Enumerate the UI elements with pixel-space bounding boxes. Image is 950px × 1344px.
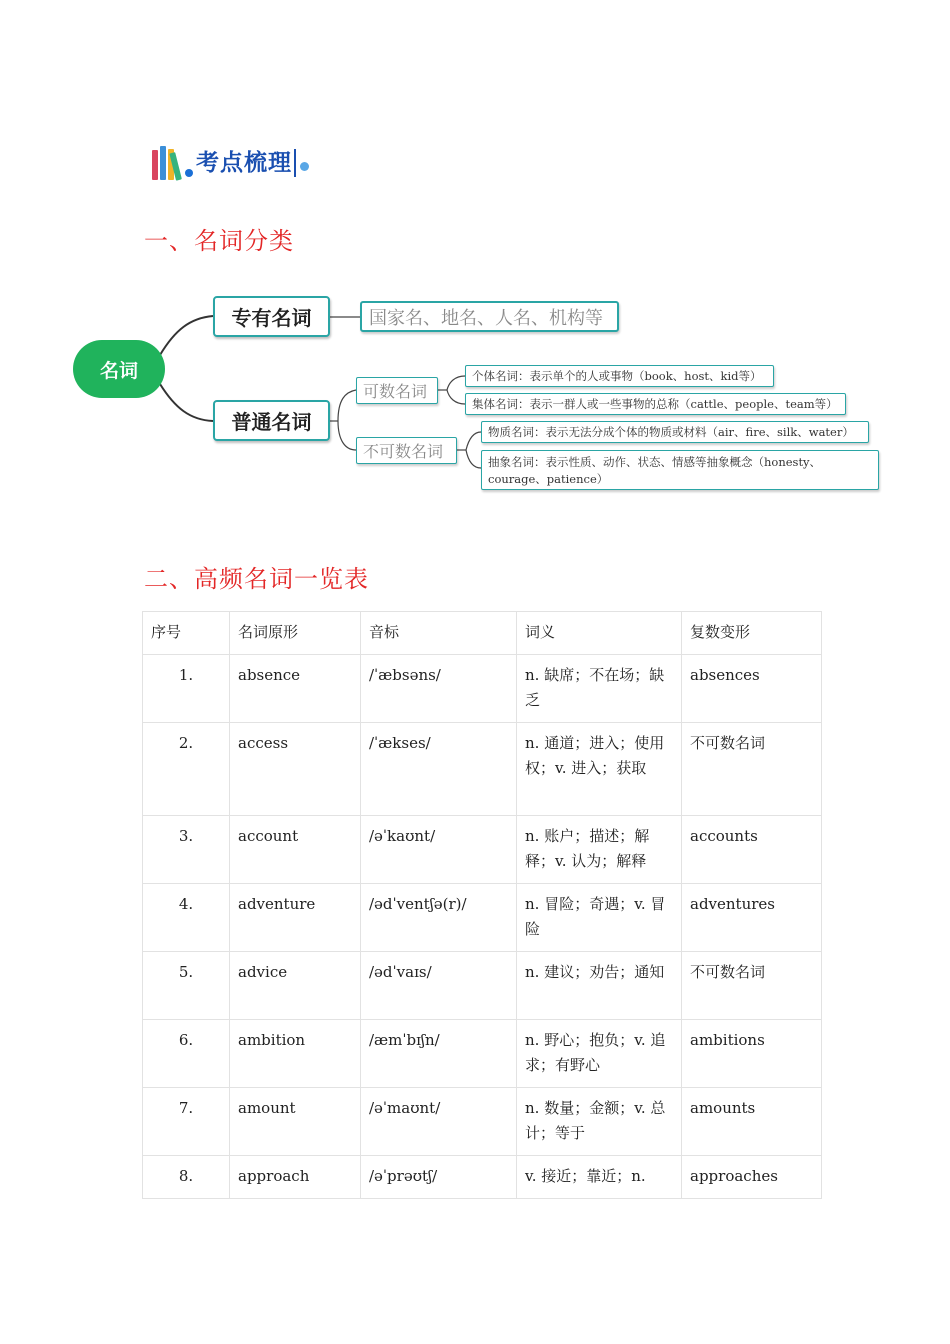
cell-index: 8. (143, 1156, 230, 1199)
cell-plural: approaches (682, 1156, 822, 1199)
cell-meaning: n. 缺席；不在场；缺乏 (517, 655, 682, 723)
cell-phonetic: /əˈprəʊtʃ/ (361, 1156, 517, 1199)
cell-index: 2. (143, 723, 230, 816)
cell-word: account (230, 816, 361, 884)
table-row (143, 723, 822, 816)
table-row (143, 655, 822, 723)
cell-meaning: v. 接近；靠近；n. (517, 1156, 682, 1199)
cell-phonetic: /ədˈventʃə(r)/ (361, 884, 517, 952)
cell-word: amount (230, 1088, 361, 1156)
banner-dot-icon (185, 169, 193, 177)
cell-word: absence (230, 655, 361, 723)
cell-index: 4. (143, 884, 230, 952)
table-row (143, 1088, 822, 1156)
cell-plural: 不可数名词 (682, 723, 822, 816)
table-row (143, 952, 822, 1020)
books-icon (152, 146, 182, 180)
cell-meaning: n. 野心；抱负；v. 追求；有野心 (517, 1020, 682, 1088)
cell-phonetic: /ədˈvaɪs/ (361, 952, 517, 1020)
cell-plural: 不可数名词 (682, 952, 822, 1020)
cell-word: advice (230, 952, 361, 1020)
mindmap-proper-noun: 专有名词 (213, 296, 330, 337)
table-row (143, 1156, 822, 1199)
header-base-form: 名词原形 (230, 612, 361, 655)
cell-plural: amounts (682, 1088, 822, 1156)
cell-meaning: n. 通道；进入；使用权；v. 进入；获取 (517, 723, 682, 816)
cell-index: 3. (143, 816, 230, 884)
banner-title: 考点梳理 (196, 149, 296, 177)
cell-word: approach (230, 1156, 361, 1199)
mindmap-proper-noun-desc: 国家名、地名、人名、机构等 (360, 301, 619, 332)
cell-index: 7. (143, 1088, 230, 1156)
mindmap-abstract-noun: 抽象名词：表示性质、动作、状态、情感等抽象概念（honesty、courage、patience） (481, 450, 879, 490)
header-meaning: 词义 (517, 612, 682, 655)
cell-plural: ambitions (682, 1020, 822, 1088)
table-header-row (143, 612, 822, 655)
banner-end-dot-icon (300, 162, 309, 171)
header-index: 序号 (143, 612, 230, 655)
noun-vocabulary-table (142, 611, 822, 1199)
mindmap-material-noun: 物质名词：表示无法分成个体的物质或材料（air、fire、silk、water） (481, 421, 869, 443)
header-plural: 复数变形 (682, 612, 822, 655)
section-title-noun-table: 二、高频名词一览表 (144, 565, 369, 593)
cell-meaning: n. 建议；劝告；通知 (517, 952, 682, 1020)
cell-index: 5. (143, 952, 230, 1020)
cell-phonetic: /ˈæbsəns/ (361, 655, 517, 723)
table-row (143, 816, 822, 884)
table-row (143, 1020, 822, 1088)
cell-plural: accounts (682, 816, 822, 884)
cell-meaning: n. 数量；金额；v. 总计；等于 (517, 1088, 682, 1156)
cell-phonetic: /ˈækses/ (361, 723, 517, 816)
cell-meaning: n. 冒险；奇遇；v. 冒险 (517, 884, 682, 952)
header-phonetic: 音标 (361, 612, 517, 655)
cell-index: 1. (143, 655, 230, 723)
cell-index: 6. (143, 1020, 230, 1088)
cell-phonetic: /əˈmaʊnt/ (361, 1088, 517, 1156)
mindmap-collective-noun: 集体名词：表示一群人或一些事物的总称（cattle、people、team等） (465, 393, 846, 415)
cell-word: adventure (230, 884, 361, 952)
cell-meaning: n. 账户；描述；解释；v. 认为；解释 (517, 816, 682, 884)
cell-word: ambition (230, 1020, 361, 1088)
cell-phonetic: /æmˈbɪʃn/ (361, 1020, 517, 1088)
section-title-noun-classification: 一、名词分类 (144, 227, 294, 255)
cell-word: access (230, 723, 361, 816)
cell-plural: absences (682, 655, 822, 723)
table-row (143, 884, 822, 952)
mindmap-individual-noun: 个体名词：表示单个的人或事物（book、host、kid等） (465, 365, 774, 387)
cell-phonetic: /əˈkaʊnt/ (361, 816, 517, 884)
mindmap-common-noun: 普通名词 (213, 400, 330, 441)
mindmap-root-noun: 名词 (73, 340, 165, 398)
mindmap-countable-noun: 可数名词 (356, 377, 438, 404)
cell-plural: adventures (682, 884, 822, 952)
mindmap-uncountable-noun: 不可数名词 (356, 437, 457, 464)
section-banner (152, 143, 309, 183)
